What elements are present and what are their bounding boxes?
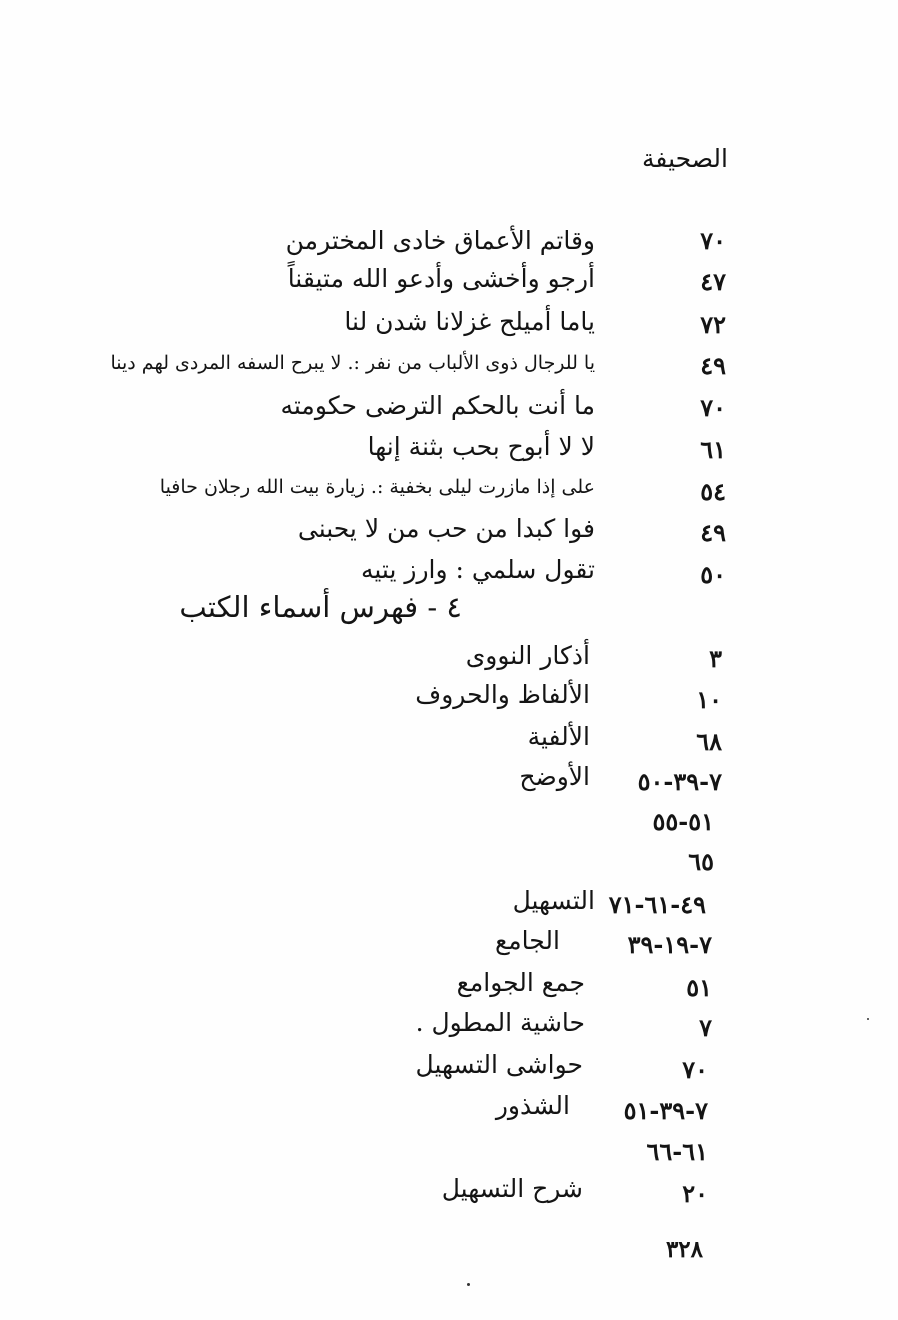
book-page-numbers: ١٠ xyxy=(696,685,722,714)
book-page-numbers: ٤٩-٦١-٧١ xyxy=(608,890,706,919)
verse-page-number: ٧٠ xyxy=(700,393,726,422)
page-column-header: الصحيفة xyxy=(642,144,728,173)
book-title: الأوضح xyxy=(519,762,590,791)
book-page-numbers: ٢٠ xyxy=(682,1179,708,1208)
verse-page-number: ٧٢ xyxy=(700,310,726,339)
book-title: حاشية المطول . xyxy=(415,1008,585,1037)
verse-page-number: ٤٩ xyxy=(700,518,726,547)
book-page-numbers: ٥١-٥٥ xyxy=(652,807,714,836)
verse-text: وقاتم الأعماق خادى المخترمن xyxy=(285,226,595,255)
book-title: الألفية xyxy=(527,722,590,751)
book-page-numbers: ٧-٣٩-٥١ xyxy=(623,1096,708,1125)
page-number: ٣٢٨ xyxy=(665,1236,703,1263)
section-heading: ٤ - فهرس أسماء الكتب xyxy=(179,590,462,624)
verse-page-number: ٥٠ xyxy=(700,560,726,589)
book-page-numbers: ٦٨ xyxy=(696,727,722,756)
verse-text: ياما أميلح غزلانا شدن لنا xyxy=(344,307,595,336)
book-page-numbers: ٧ xyxy=(699,1013,712,1042)
verse-text: لا لا أبوح بحب بثنة إنها xyxy=(367,432,595,461)
verse-page-number: ٤٧ xyxy=(700,267,726,296)
book-page-numbers: ٧-٣٩-٥٠ xyxy=(637,767,722,796)
verse-text: أرجو وأخشى وأدعو الله متيقناً xyxy=(287,264,595,293)
verse-page-number: ٤٩ xyxy=(700,351,726,380)
verse-page-number: ٦١ xyxy=(700,435,726,464)
book-title: جمع الجوامع xyxy=(456,968,585,997)
scan-speck xyxy=(467,1283,470,1286)
book-page-numbers: ٦١-٦٦ xyxy=(646,1137,708,1166)
book-page-numbers: ٧٠ xyxy=(682,1055,708,1084)
verse-text: يا للرجال ذوى الألباب من نفر :. لا يبرح السفه المردى لهم دينا xyxy=(110,352,595,374)
verse-text: ما أنت بالحكم الترضى حكومته xyxy=(280,391,595,420)
book-page-numbers: ٥١ xyxy=(686,973,712,1002)
book-title: حواشى التسهيل xyxy=(415,1050,583,1079)
book-title: شرح التسهيل xyxy=(441,1174,583,1203)
verse-page-number: ٥٤ xyxy=(700,477,726,506)
book-title: التسهيل xyxy=(512,886,595,915)
verse-text: فوا كبدا من حب من لا يحبنى xyxy=(297,514,595,543)
verse-text: على إذا مازرت ليلى بخفية :. زيارة بيت الله رجلان حافيا xyxy=(159,476,595,498)
book-page-numbers: ٣ xyxy=(709,644,722,673)
verse-text: تقول سلمي : وارز يتيه xyxy=(360,555,595,584)
scan-speck xyxy=(867,1018,869,1020)
book-page-numbers: ٦٥ xyxy=(688,847,714,876)
book-title: الجامع xyxy=(494,926,560,955)
book-title: أذكار النووى xyxy=(465,641,590,670)
book-title: الألفاظ والحروف xyxy=(415,680,590,709)
book-page-numbers: ٧-١٩-٣٩ xyxy=(627,930,712,959)
verse-page-number: ٧٠ xyxy=(700,226,726,255)
book-title: الشذور xyxy=(495,1091,570,1120)
